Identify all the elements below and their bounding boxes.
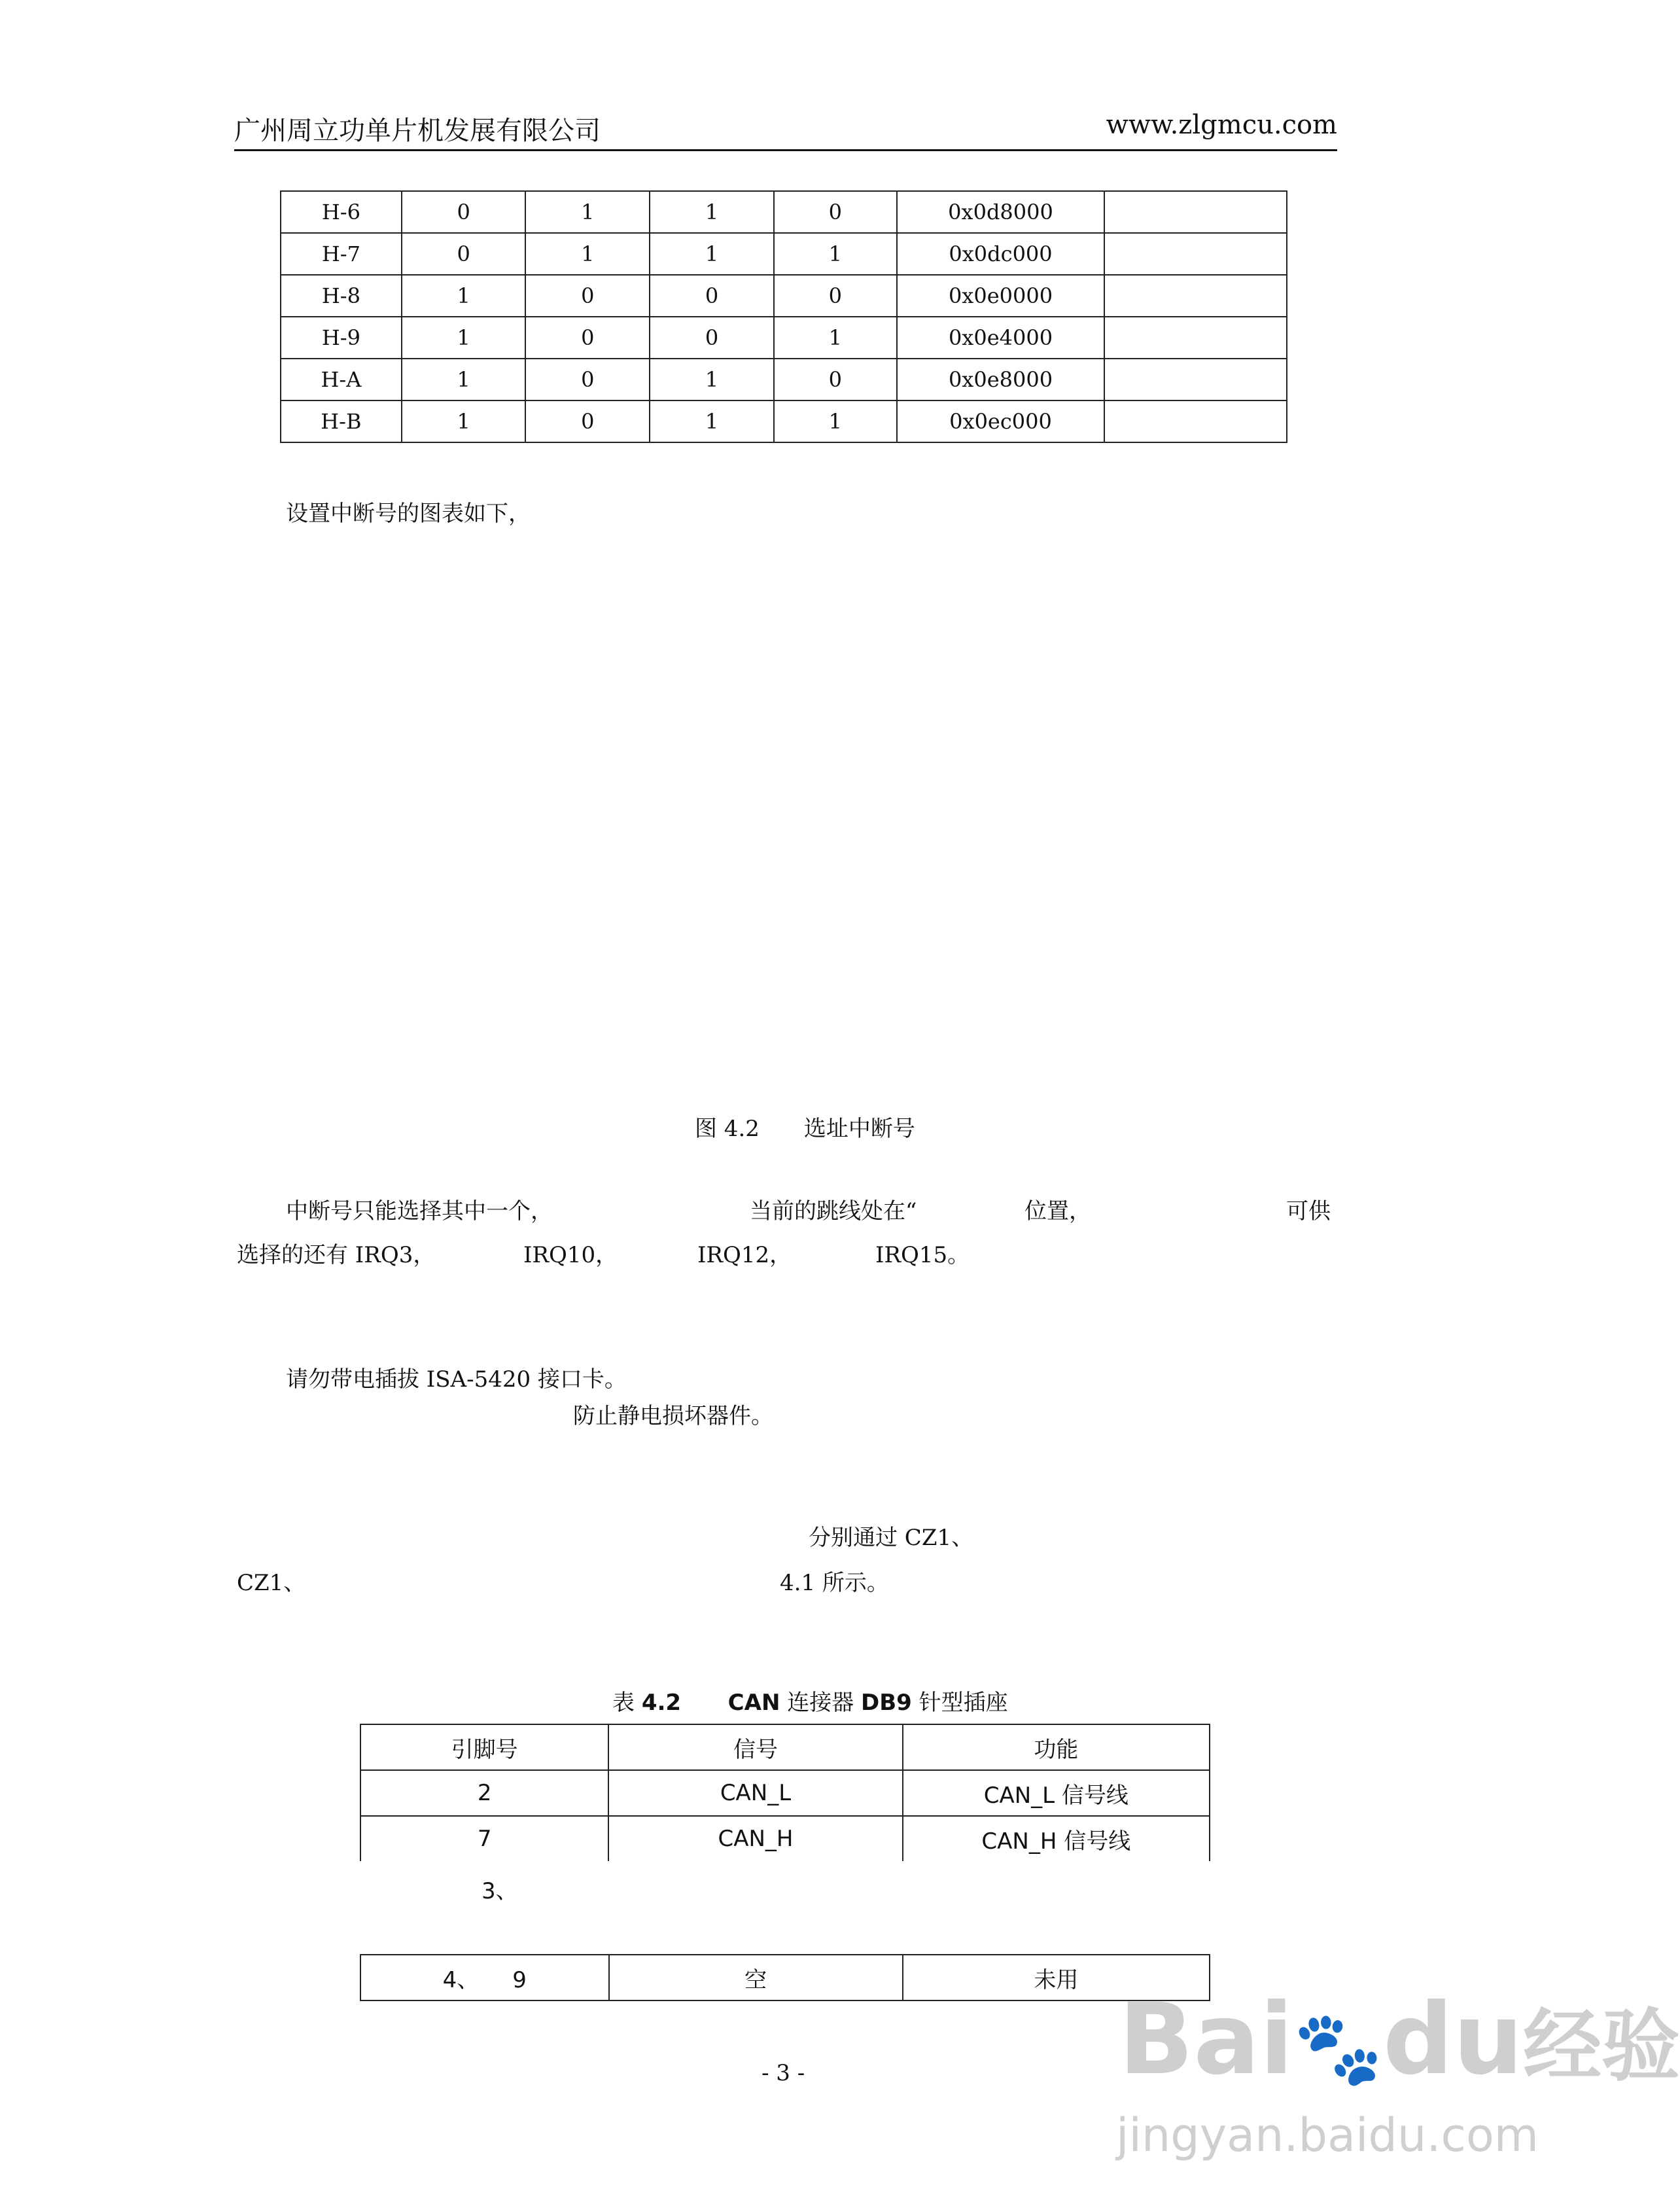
address-cell: 0x0e4000	[897, 317, 1105, 359]
table-cell: 0	[402, 191, 526, 233]
paw-icon: 🐾	[1293, 2006, 1383, 2090]
caption-prefix: 表	[612, 1690, 635, 1716]
table-cell: 0	[650, 317, 774, 359]
table-cell: 1	[774, 233, 897, 275]
header-function: 功能	[903, 1724, 1210, 1770]
pin-cell: 2	[360, 1770, 608, 1816]
address-cell: 0x0e8000	[897, 359, 1105, 400]
table-cell: 1	[774, 317, 897, 359]
signal-cell: CAN_L	[608, 1770, 902, 1816]
caption-db9: DB9	[861, 1690, 912, 1716]
table-cell	[1104, 359, 1287, 400]
irq-text-1d: 可供	[1286, 1198, 1331, 1224]
pin-cell: 7	[360, 1816, 608, 1861]
warning-esd: 防止静电损坏器件。	[573, 1403, 773, 1429]
cz-line-1: 分别通过 CZ1、	[809, 1525, 974, 1551]
figure-caption: 图 4.2 选址中断号	[695, 1116, 915, 1142]
cz-line-2a: CZ1、	[237, 1570, 306, 1596]
table-cell: 1	[650, 191, 774, 233]
row-3-label: 3、	[481, 1878, 518, 1904]
cz-line-2b: 4.1 所示。	[780, 1570, 889, 1596]
table-cell: 0	[525, 275, 650, 317]
irq-text-2c: IRQ12，	[697, 1242, 792, 1268]
table-cell	[1104, 233, 1287, 275]
table-cell: 0	[525, 400, 650, 442]
watermark-brand: Bai	[1119, 1983, 1293, 2097]
table-row	[360, 1770, 1210, 1816]
signal-cell: CAN_H	[608, 1816, 902, 1861]
table-cell: 1	[774, 400, 897, 442]
table-cell	[1104, 275, 1287, 317]
can-connector-table-cont	[360, 1954, 1210, 2001]
address-cell: 0x0d8000	[897, 191, 1105, 233]
function-cell: CAN_L 信号线	[903, 1770, 1210, 1816]
table-cell: 1	[650, 233, 774, 275]
irq-text-2d: IRQ15。	[875, 1242, 970, 1268]
caption-can: CAN	[727, 1690, 780, 1716]
table-cell: 1	[402, 275, 526, 317]
address-table	[280, 190, 1287, 443]
address-cell: 0x0dc000	[897, 233, 1105, 275]
table-row	[281, 191, 1287, 233]
irq-text-2a: 选择的还有 IRQ3，	[237, 1242, 436, 1268]
watermark-brand-2: du	[1382, 1983, 1524, 2097]
header-company: 广州周立功单片机发展有限公司	[234, 116, 601, 146]
table-row	[281, 275, 1287, 317]
table-cell: 1	[525, 191, 650, 233]
caption-suffix: 针型插座	[919, 1690, 1008, 1716]
jumper-cell: H-9	[281, 317, 402, 359]
table-cell: 1	[402, 359, 526, 400]
table-row	[281, 317, 1287, 359]
table-cell: 0	[774, 359, 897, 400]
jumper-cell: H-7	[281, 233, 402, 275]
table-cell: 0	[525, 317, 650, 359]
table-cell: 0	[774, 191, 897, 233]
jumper-cell: H-8	[281, 275, 402, 317]
table-row	[360, 1955, 1210, 2000]
irq-text-1b: 当前的跳线处在“	[750, 1198, 917, 1224]
table-row	[360, 1816, 1210, 1861]
address-cell: 0x0ec000	[897, 400, 1105, 442]
can-table-caption	[612, 1684, 1008, 1716]
header-website: www.zlgmcu.com	[1106, 110, 1337, 140]
page-number: - 3 -	[761, 2060, 805, 2086]
table-cell	[1104, 400, 1287, 442]
header-rule	[234, 149, 1337, 151]
table-cell: 1	[402, 400, 526, 442]
watermark-logo	[1119, 1983, 1680, 2097]
table-cell: 0	[525, 359, 650, 400]
table-cell: 0	[402, 233, 526, 275]
watermark-cn: 经验	[1523, 2001, 1680, 2092]
table-cell	[1104, 191, 1287, 233]
table-cell: 1	[650, 400, 774, 442]
table-cell: 0	[650, 275, 774, 317]
function-cell: CAN_H 信号线	[903, 1816, 1210, 1861]
table-row	[281, 400, 1287, 442]
jumper-cell: H-6	[281, 191, 402, 233]
pin-cell: 4、 9	[360, 1955, 609, 2000]
table-cell: 1	[402, 317, 526, 359]
watermark-url: jingyan.baidu.com	[1116, 2108, 1539, 2162]
header-pin: 引脚号	[360, 1724, 608, 1770]
caption-number: 4.2	[641, 1690, 682, 1716]
signal-cell: 空	[609, 1955, 903, 2000]
caption-mid: 连接器	[787, 1690, 854, 1716]
jumper-cell: H-B	[281, 400, 402, 442]
table-cell	[1104, 317, 1287, 359]
warning-hotplug: 请勿带电插拔 ISA-5420 接口卡。	[286, 1366, 627, 1393]
irq-text-1a: 中断号只能选择其中一个，	[286, 1198, 553, 1224]
table-cell: 0	[774, 275, 897, 317]
irq-text-1c: 位置，	[1024, 1198, 1091, 1224]
irq-text-2b: IRQ10，	[523, 1242, 618, 1268]
can-connector-table	[360, 1724, 1210, 1861]
table-header-row	[360, 1724, 1210, 1770]
table-row	[281, 359, 1287, 400]
table-row	[281, 233, 1287, 275]
irq-intro: 设置中断号的图表如下，	[286, 501, 531, 527]
function-cell: 未用	[903, 1955, 1210, 2000]
jumper-cell: H-A	[281, 359, 402, 400]
address-cell: 0x0e0000	[897, 275, 1105, 317]
header-signal: 信号	[608, 1724, 902, 1770]
table-cell: 1	[650, 359, 774, 400]
table-cell: 1	[525, 233, 650, 275]
